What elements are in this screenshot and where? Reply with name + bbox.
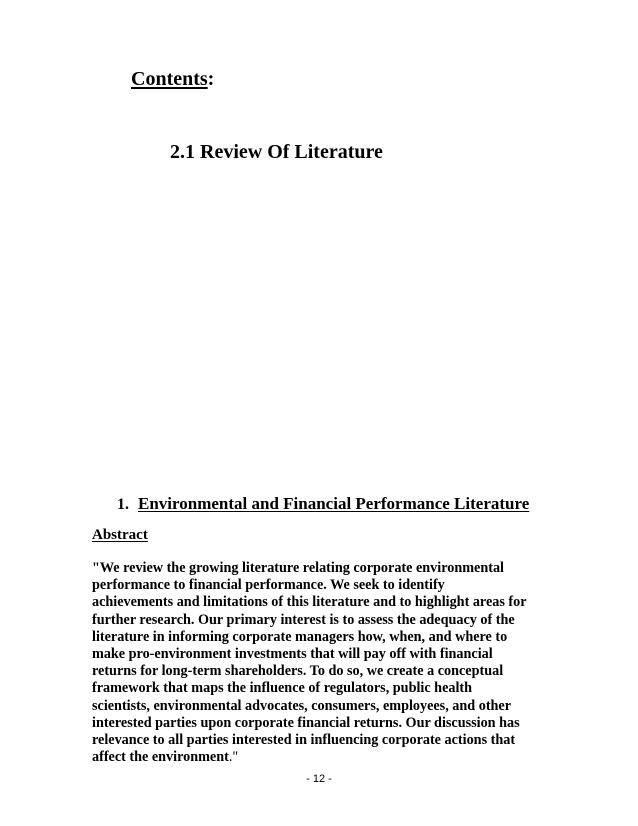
- abstract-last-line: [92, 749, 562, 766]
- abstract-line: make pro-environment investments that will pay off with financial: [92, 646, 493, 663]
- abstract-closing-quote: .": [228, 749, 239, 766]
- abstract-line: literature in informing corporate managers how, when, and where to: [92, 628, 508, 645]
- section-title: Environmental and Financial Performance Literature: [138, 494, 530, 513]
- abstract-line: interested parties upon corporate financial returns. Our discussion has: [92, 714, 520, 731]
- abstract-line: framework that maps the influence of regulators, public health: [92, 680, 473, 697]
- contents-heading-label: Contents: [131, 68, 208, 90]
- abstract-line: returns for long-term shareholders. To do so, we create a conceptual: [92, 663, 504, 680]
- section-number: 1.: [117, 496, 129, 513]
- abstract-paragraph: [92, 560, 562, 766]
- abstract-line: further research. Our primary interest is to assess the adequacy of the: [92, 611, 515, 628]
- abstract-line: relevance to all parties interested in influencing corporate actions that: [92, 732, 516, 749]
- section-heading: [117, 494, 529, 514]
- abstract-line: performance to financial performance. We seek to identify: [92, 577, 445, 594]
- contents-heading: [131, 68, 214, 91]
- abstract-line: scientists, environmental advocates, consumers, employees, and other: [92, 697, 512, 714]
- abstract-line: "We review the growing literature relating corporate environmental: [92, 560, 505, 576]
- toc-entry-review-of-literature: 2.1 Review Of Literature: [170, 141, 383, 163]
- contents-heading-colon: :: [207, 68, 215, 90]
- abstract-line: achievements and limitations of this literature and to highlight areas for: [92, 594, 527, 611]
- abstract-line-text: affect the environment: [92, 749, 229, 766]
- abstract-label: Abstract: [92, 527, 148, 543]
- page-number: - 12 -: [306, 773, 332, 785]
